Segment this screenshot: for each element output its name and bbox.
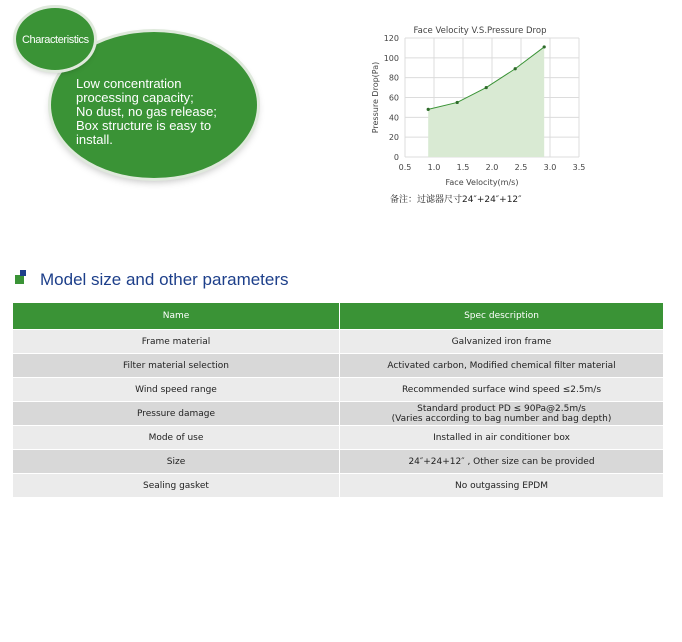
y-tick-label: 60 (388, 93, 399, 103)
table-header-row (13, 303, 663, 330)
x-tick-label: 3.5 (572, 163, 586, 172)
x-tick-label: 1.0 (427, 163, 441, 172)
x-axis-label: Face Velocity(m/s) (445, 178, 519, 187)
table-row (13, 426, 663, 450)
table-row (13, 354, 663, 378)
param-name-cell: Mode of use (13, 426, 340, 450)
parameters-table (13, 303, 663, 497)
data-point (543, 45, 546, 48)
characteristics-badge-label: Characteristics (22, 34, 89, 46)
table-row (13, 450, 663, 474)
x-tick-label: 1.5 (456, 163, 470, 172)
characteristics-line: install. (76, 132, 113, 147)
x-tick-label: 2.0 (485, 163, 499, 172)
table-row (13, 330, 663, 354)
characteristics-line: No dust, no gas release; (76, 104, 217, 119)
y-tick-label: 0 (393, 153, 399, 162)
param-name-cell: Pressure damage (13, 402, 340, 426)
param-spec-cell: Galvanized iron frame (340, 330, 664, 354)
section-title: Model size and other parameters (40, 270, 289, 289)
data-point (427, 108, 430, 111)
param-name-cell: Wind speed range (13, 378, 340, 402)
pressure-drop-chart (366, 18, 596, 208)
characteristics-line: processing capacity; (76, 90, 194, 105)
x-tick-label: 2.5 (514, 163, 528, 172)
param-spec-cell: Recommended surface wind speed ≤2.5m/s (340, 378, 664, 402)
y-tick-label: 40 (388, 113, 399, 123)
table-row (13, 402, 663, 426)
y-tick-label: 100 (383, 53, 399, 63)
y-tick-label: 20 (388, 133, 399, 143)
chart-note: 备注：过滤器尺寸24″+24″+12″ (390, 195, 522, 205)
series-area (428, 47, 544, 157)
param-spec-cell: Activated carbon, Modified chemical filter material (340, 354, 664, 378)
data-point (456, 101, 459, 104)
section-bullet-icon (15, 270, 29, 284)
characteristics-badge (16, 8, 94, 70)
param-name-cell: Size (13, 450, 340, 474)
chart-title: Face Velocity V.S.Pressure Drop (413, 26, 547, 36)
param-spec-cell: Installed in air conditioner box (340, 426, 664, 450)
characteristics-line: Low concentration (76, 76, 182, 91)
column-header-name: Name (13, 303, 340, 330)
param-spec-cell: Standard product PD ≤ 90Pa@2.5m/s (Varies according to bag number and bag depth) (340, 402, 664, 426)
param-name-cell: Sealing gasket (13, 474, 340, 498)
param-spec-cell: 24″+24+12″ , Other size can be provided (340, 450, 664, 474)
x-tick-label: 0.5 (398, 163, 412, 172)
data-point (485, 86, 488, 89)
table-row (13, 474, 663, 498)
column-header-spec: Spec description (340, 303, 664, 330)
y-tick-label: 80 (388, 73, 399, 83)
characteristics-text (76, 77, 266, 147)
characteristics-line: Box structure is easy to (76, 118, 212, 133)
y-axis-label: Pressure Drop(Pa) (371, 61, 380, 134)
table-row (13, 378, 663, 402)
param-name-cell: Frame material (13, 330, 340, 354)
table-body (13, 330, 663, 498)
y-tick-label: 120 (383, 34, 399, 43)
x-tick-label: 3.0 (543, 163, 557, 172)
param-name-cell: Filter material selection (13, 354, 340, 378)
param-spec-cell: No outgassing EPDM (340, 474, 664, 498)
chart-canvas (366, 18, 596, 208)
data-point (514, 67, 517, 70)
